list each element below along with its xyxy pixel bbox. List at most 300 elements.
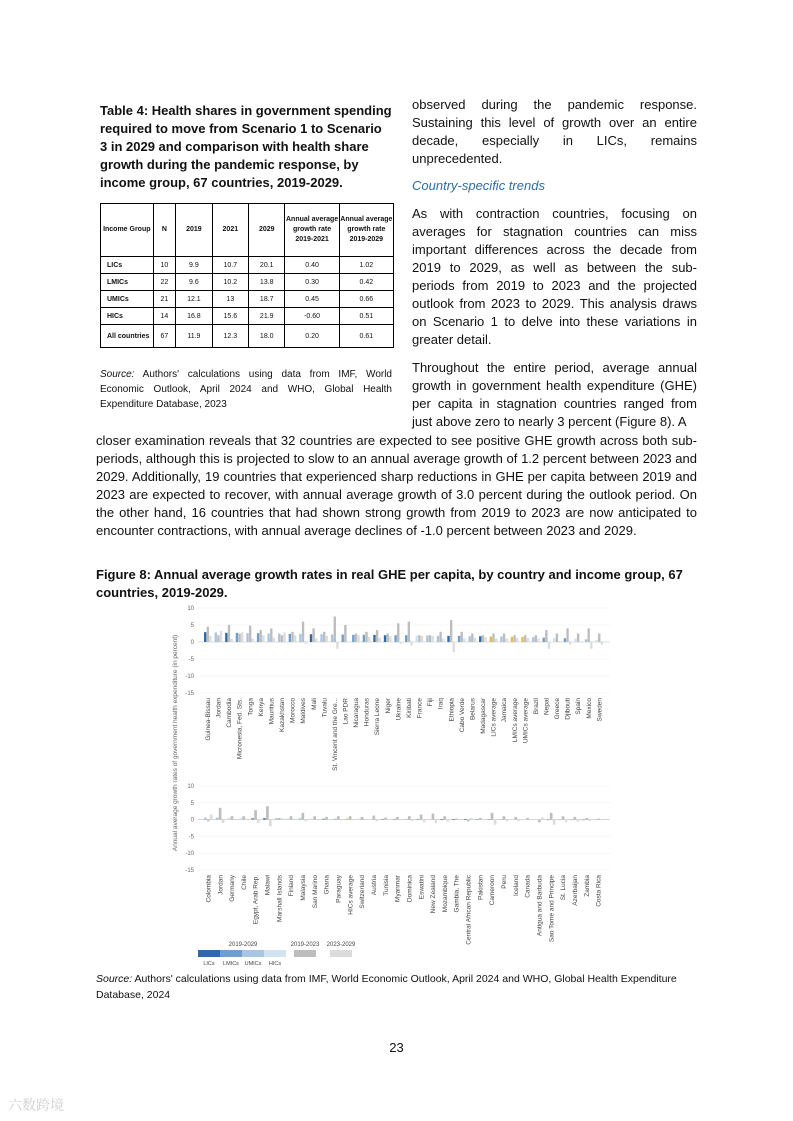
x-tick-label: Belarus bbox=[469, 698, 477, 721]
bar-2019-2029 bbox=[564, 638, 566, 642]
x-tick-label: Canada bbox=[524, 875, 532, 898]
bar-2019-2029 bbox=[278, 634, 280, 643]
bar-2023-2029 bbox=[495, 639, 497, 642]
table-cell: 15.6 bbox=[212, 308, 248, 325]
x-tick-label: Cabo Verde bbox=[458, 698, 466, 733]
bar-2019-2023 bbox=[597, 819, 600, 820]
bar-2019-2029 bbox=[437, 636, 439, 642]
bar-2023-2029 bbox=[209, 636, 211, 642]
bar-2023-2029 bbox=[446, 820, 449, 822]
bar-2019-2023 bbox=[439, 632, 441, 642]
bar-2019-2029 bbox=[594, 820, 597, 821]
legend-item-label: LMICs bbox=[223, 961, 239, 967]
x-tick-label: Colombia bbox=[205, 875, 213, 903]
bar-2023-2029 bbox=[423, 820, 426, 823]
bar-2023-2029 bbox=[230, 639, 232, 642]
x-tick-label: Malaysia bbox=[300, 875, 308, 901]
table-row bbox=[101, 274, 394, 291]
legend-swatch-2019-2023 bbox=[294, 950, 316, 957]
bar-2019-2023 bbox=[312, 628, 314, 642]
bar-2019-2029 bbox=[289, 634, 291, 642]
bar-2019-2023 bbox=[513, 635, 515, 642]
source-text: Authors' calculations using data from IMF, World Economic Outlook, April 2024 and WHO, Global Health Expenditure Database, 2023 bbox=[100, 369, 392, 410]
bar-2019-2029 bbox=[257, 633, 259, 642]
bar-2023-2029 bbox=[315, 639, 317, 642]
bar-2023-2029 bbox=[576, 820, 579, 822]
y-tick-label: 10 bbox=[187, 784, 194, 790]
bar-2019-2029 bbox=[363, 635, 365, 642]
x-tick-label: Zambia bbox=[583, 875, 591, 897]
chart-panel bbox=[185, 784, 610, 945]
bar-2023-2029 bbox=[294, 635, 296, 642]
bar-2019-2029 bbox=[299, 634, 301, 642]
bar-2023-2029 bbox=[529, 820, 532, 821]
bar-2019-2029 bbox=[381, 819, 384, 820]
table-cell: 9.9 bbox=[176, 257, 212, 274]
table-cell: 12.1 bbox=[176, 291, 212, 308]
bar-2019-2029 bbox=[358, 819, 361, 820]
bar-2023-2029 bbox=[389, 636, 391, 642]
figure-title: Figure 8: Annual average growth rates in real GHE per capita, by country and income group, 67 countries, 2019-2029. bbox=[96, 567, 683, 600]
x-tick-label: Ghana bbox=[323, 875, 331, 895]
x-tick-label: Ukraine bbox=[395, 698, 403, 721]
bar-2019-2029 bbox=[405, 819, 408, 820]
bar-2023-2029 bbox=[516, 638, 518, 642]
y-tick-label: -15 bbox=[185, 691, 194, 697]
table-cell: 13 bbox=[212, 291, 248, 308]
bar-2023-2029 bbox=[453, 642, 455, 652]
x-tick-label: Guinea-Bissau bbox=[204, 698, 212, 741]
table-cell: 0.66 bbox=[339, 291, 393, 308]
x-tick-label: Cambodia bbox=[226, 698, 234, 728]
bar-2019-2029 bbox=[216, 818, 219, 820]
right-paragraph-3: Throughout the entire period, average annual growth in government health expenditure (GHE) per capita in stagnation countries ranged from just above zero to nearly 3 percent (Figure 8). A bbox=[412, 360, 697, 429]
bar-2019-2023 bbox=[254, 810, 257, 819]
bar-2023-2029 bbox=[431, 636, 433, 642]
x-tick-label: Micronesia, Fed. Sts. bbox=[236, 698, 244, 760]
bar-2023-2029 bbox=[580, 642, 582, 643]
bar-2019-2029 bbox=[547, 820, 550, 821]
bar-2023-2029 bbox=[400, 642, 402, 644]
bar-2019-2029 bbox=[559, 820, 562, 821]
bar-2023-2029 bbox=[245, 819, 248, 820]
column-header: 2019 bbox=[176, 204, 212, 257]
bar-2019-2023 bbox=[471, 634, 473, 643]
bar-2019-2029 bbox=[476, 819, 479, 820]
x-tick-label: Niger bbox=[384, 698, 392, 714]
bar-2019-2023 bbox=[503, 816, 506, 819]
legend-swatch-umics bbox=[242, 950, 264, 957]
table-cell: 21 bbox=[153, 291, 176, 308]
table-cell: UMICs bbox=[101, 291, 154, 308]
bar-2023-2029 bbox=[222, 820, 225, 823]
table-cell: 14 bbox=[153, 308, 176, 325]
bar-2019-2029 bbox=[500, 637, 502, 642]
bar-2019-2029 bbox=[204, 818, 207, 820]
x-tick-label: Peru bbox=[501, 875, 509, 889]
bar-2019-2023 bbox=[325, 817, 328, 820]
bar-2023-2029 bbox=[470, 818, 473, 820]
bar-2019-2029 bbox=[228, 818, 231, 820]
bar-2019-2023 bbox=[291, 632, 293, 642]
y-axis-label: Annual average growth rates of government health expenditure (in percent) bbox=[172, 634, 179, 852]
bar-2023-2029 bbox=[252, 639, 254, 642]
bar-2023-2029 bbox=[411, 820, 414, 821]
bar-2019-2023 bbox=[598, 634, 600, 643]
y-tick-label: -5 bbox=[188, 834, 194, 841]
source-text: Authors' calculations using data from IMF, World Economic Outlook, April 2024 and WHO, Global Health Expenditure Database, 2024 bbox=[96, 973, 677, 1001]
bar-2023-2029 bbox=[458, 820, 461, 821]
bar-2023-2029 bbox=[340, 820, 343, 821]
table-cell: 0.42 bbox=[339, 274, 393, 291]
bar-2019-2023 bbox=[429, 635, 431, 642]
bar-2019-2023 bbox=[556, 634, 558, 643]
bar-2019-2023 bbox=[420, 815, 423, 820]
source-label: Source: bbox=[96, 973, 133, 985]
x-tick-label: Jamaica bbox=[501, 698, 509, 723]
bar-2019-2023 bbox=[313, 816, 316, 819]
x-tick-label: Antigua and Barbuda bbox=[536, 875, 544, 937]
bar-2023-2029 bbox=[328, 820, 331, 821]
bar-2023-2029 bbox=[262, 635, 264, 642]
bar-2019-2029 bbox=[458, 636, 460, 642]
table-cell: 12.3 bbox=[212, 325, 248, 348]
table-cell: 0.61 bbox=[339, 325, 393, 348]
bar-2019-2023 bbox=[219, 808, 222, 820]
bar-2019-2029 bbox=[299, 818, 302, 819]
x-tick-label: Nepal bbox=[543, 698, 551, 715]
bar-2019-2029 bbox=[464, 819, 467, 820]
legend-group-label: 2019-2029 bbox=[228, 942, 258, 948]
bar-2023-2029 bbox=[283, 632, 285, 642]
bar-2019-2023 bbox=[344, 625, 346, 642]
bar-2023-2029 bbox=[281, 818, 284, 819]
y-tick-label: -5 bbox=[188, 657, 194, 663]
x-tick-label: Nicaragua bbox=[353, 698, 361, 728]
bar-2019-2029 bbox=[334, 819, 337, 820]
x-tick-label: St. Lucia bbox=[560, 875, 568, 901]
bar-2019-2029 bbox=[346, 819, 349, 820]
x-tick-label: Brazil bbox=[532, 698, 540, 715]
x-tick-label: UMICs average bbox=[522, 698, 530, 744]
x-tick-label: Iraq bbox=[437, 698, 445, 710]
bar-2019-2023 bbox=[270, 628, 272, 642]
watermark: 六数跨境 bbox=[8, 1097, 64, 1113]
bar-2019-2029 bbox=[246, 633, 248, 642]
bar-2023-2029 bbox=[558, 641, 560, 642]
bar-2019-2029 bbox=[595, 640, 597, 642]
bar-2019-2023 bbox=[450, 620, 452, 642]
table-cell: 0.30 bbox=[285, 274, 339, 291]
x-tick-label: Eswatini bbox=[418, 875, 426, 900]
source-label: Source: bbox=[100, 369, 135, 380]
bar-2019-2029 bbox=[322, 819, 325, 820]
bar-2023-2029 bbox=[494, 820, 497, 825]
health-share-table bbox=[100, 203, 394, 348]
bar-2019-2023 bbox=[491, 813, 494, 820]
x-tick-label: San Marino bbox=[311, 875, 319, 909]
table-cell: 0.51 bbox=[339, 308, 393, 325]
table-row bbox=[101, 308, 394, 325]
x-tick-label: Austria bbox=[370, 875, 378, 896]
bar-2023-2029 bbox=[482, 820, 485, 821]
bar-2019-2023 bbox=[538, 820, 541, 823]
bar-2019-2023 bbox=[290, 816, 293, 819]
table-cell: 1.02 bbox=[339, 257, 393, 274]
bar-2019-2029 bbox=[251, 818, 254, 820]
x-tick-label: Sao Tome and Principe bbox=[548, 875, 556, 943]
x-tick-label: Egypt, Arab Rep. bbox=[252, 875, 260, 925]
legend-swatch-lmics bbox=[220, 950, 242, 957]
bar-2023-2029 bbox=[241, 632, 243, 642]
column-header: Annual average growth rate 2019-2021 bbox=[285, 204, 339, 257]
bar-2023-2029 bbox=[399, 820, 402, 821]
bar-2019-2023 bbox=[524, 635, 526, 642]
bar-2023-2029 bbox=[442, 639, 444, 642]
x-tick-label: Djibouti bbox=[564, 698, 572, 720]
bar-2023-2029 bbox=[588, 820, 591, 821]
table-title: Table 4: Health shares in government spending required to move from Scenario 1 to Scenario 3 in 2029 and comparison with health share growth during the pandemic response, by income group, 67 countries, 2019-2029. bbox=[100, 103, 392, 190]
bar-2019-2029 bbox=[479, 636, 481, 642]
bar-2019-2023 bbox=[302, 622, 304, 642]
bar-2023-2029 bbox=[357, 635, 359, 642]
x-tick-label: Tunisia bbox=[382, 875, 390, 896]
x-tick-label: Cameroon bbox=[489, 875, 497, 906]
right-paragraph-1: observed during the pandemic response. Sustaining this level of growth over an entire decade, especially in LICs, remains unprecedented. bbox=[412, 97, 697, 166]
bar-2019-2023 bbox=[467, 820, 470, 822]
table-cell: 0.20 bbox=[285, 325, 339, 348]
table-cell: 18.7 bbox=[249, 291, 285, 308]
x-tick-label: Central African Republic bbox=[465, 875, 473, 945]
legend-group-label: 2023-2029 bbox=[326, 942, 356, 948]
bar-2019-2029 bbox=[417, 819, 420, 820]
bar-2023-2029 bbox=[506, 639, 508, 642]
body-paragraph: closer examination reveals that 32 countries are expected to see positive GHE growth across both sub-periods, although this is projected to slow to an annual average growth of 1.2 percent between 2023 and 2029. Additionally, 19 countries that experienced sharp reductions in GHE per capita between 2019 and 2023 are expected to recover, with annual average growth of 3.0 percent during the outlook period. On the other hand, 16 countries that had shown strong growth from 2019 to 2023 are now anticipated to encounter contractions, with annual average declines of -1.0 percent between 2023 and 2029. bbox=[96, 433, 697, 538]
x-tick-label: LMICs average bbox=[511, 698, 519, 743]
table-cell: LICs bbox=[101, 257, 154, 274]
bar-2023-2029 bbox=[421, 636, 423, 642]
bar-2019-2029 bbox=[225, 633, 227, 642]
bar-2019-2023 bbox=[228, 625, 230, 642]
bar-2019-2023 bbox=[432, 814, 435, 820]
bar-2019-2023 bbox=[334, 617, 336, 643]
bar-2019-2029 bbox=[342, 635, 344, 642]
bar-2019-2023 bbox=[278, 818, 281, 820]
bar-2023-2029 bbox=[387, 820, 390, 821]
legend-item-label: UMICs bbox=[244, 961, 262, 967]
y-tick-label: 10 bbox=[187, 606, 194, 612]
bar-2019-2029 bbox=[521, 637, 523, 642]
bar-2023-2029 bbox=[569, 642, 571, 645]
bar-2019-2023 bbox=[361, 817, 364, 820]
right-paragraph-2: As with contraction countries, focusing on averages for stagnation countries can miss important differences across the decade from 2019 to 2029, as well as between the sub-periods from 2019 to 2023 and the projected outlook from 2023 to 2029. This analysis draws on Scenario 1 to delve into these variations in greater detail. bbox=[412, 206, 697, 347]
bar-2019-2023 bbox=[550, 813, 553, 820]
legend-item-label: LICs bbox=[203, 961, 215, 967]
bar-2023-2029 bbox=[410, 642, 412, 645]
table-row bbox=[101, 257, 394, 274]
bar-2019-2023 bbox=[249, 626, 251, 642]
bar-2019-2029 bbox=[263, 818, 266, 819]
bar-2019-2023 bbox=[545, 630, 547, 642]
bar-2019-2023 bbox=[443, 816, 446, 819]
bar-2023-2029 bbox=[305, 820, 308, 822]
x-tick-label: Jordan bbox=[217, 875, 225, 895]
x-tick-label: Kenya bbox=[257, 698, 265, 717]
x-tick-label: Finland bbox=[288, 875, 296, 897]
x-tick-label: Fiji bbox=[427, 698, 435, 707]
figure-source bbox=[96, 971, 697, 1003]
bar-2019-2029 bbox=[239, 818, 242, 820]
x-tick-label: France bbox=[416, 698, 424, 719]
bar-2023-2029 bbox=[352, 820, 355, 821]
bar-2019-2029 bbox=[440, 819, 443, 820]
table-cell: 18.0 bbox=[249, 325, 285, 348]
bar-2023-2029 bbox=[269, 820, 272, 827]
bar-2019-2023 bbox=[372, 816, 375, 820]
table-cell: 20.1 bbox=[249, 257, 285, 274]
bar-2023-2029 bbox=[601, 642, 603, 645]
page-number: 23 bbox=[389, 1040, 404, 1055]
bar-2019-2029 bbox=[429, 819, 432, 820]
bar-2023-2029 bbox=[257, 820, 260, 823]
y-tick-label: 5 bbox=[190, 800, 194, 807]
bar-2023-2029 bbox=[541, 817, 544, 819]
y-tick-label: 0 bbox=[190, 817, 194, 824]
table-cell: 22 bbox=[153, 274, 176, 291]
table-cell: 67 bbox=[153, 325, 176, 348]
table-cell: 9.6 bbox=[176, 274, 212, 291]
bar-2023-2029 bbox=[506, 820, 509, 822]
bar-2023-2029 bbox=[435, 820, 438, 823]
bar-2023-2029 bbox=[537, 639, 539, 642]
bar-2019-2029 bbox=[287, 818, 290, 819]
column-header: Income Group bbox=[101, 204, 154, 257]
bar-2019-2023 bbox=[302, 813, 305, 820]
bar-2023-2029 bbox=[517, 820, 520, 821]
bar-2023-2029 bbox=[293, 819, 296, 820]
x-tick-label: Chile bbox=[240, 875, 248, 890]
bar-2023-2029 bbox=[379, 638, 381, 642]
bar-2019-2023 bbox=[526, 818, 529, 820]
bar-2019-2023 bbox=[281, 635, 283, 642]
bar-2019-2023 bbox=[397, 623, 399, 642]
bar-2019-2029 bbox=[523, 819, 526, 820]
table-cell: 21.9 bbox=[249, 308, 285, 325]
bar-2023-2029 bbox=[326, 636, 328, 642]
y-tick-label: 0 bbox=[190, 640, 194, 646]
figure-8-chart bbox=[0, 598, 793, 970]
bar-2019-2029 bbox=[267, 634, 269, 643]
column-header: 2029 bbox=[249, 204, 285, 257]
bar-2019-2029 bbox=[571, 820, 574, 821]
x-tick-label: Costa Rica bbox=[595, 875, 603, 907]
table-cell: 13.8 bbox=[249, 274, 285, 291]
bar-2019-2023 bbox=[349, 816, 352, 819]
bar-2023-2029 bbox=[463, 639, 465, 642]
bar-2019-2029 bbox=[511, 819, 514, 820]
bar-2023-2029 bbox=[565, 820, 568, 823]
bar-2019-2023 bbox=[461, 632, 463, 642]
x-tick-label: Lao PDR bbox=[342, 698, 350, 725]
bar-2019-2029 bbox=[574, 639, 576, 642]
bar-2019-2023 bbox=[577, 634, 579, 643]
bar-2019-2023 bbox=[386, 634, 388, 643]
chart-panel bbox=[185, 606, 610, 771]
bar-2023-2029 bbox=[234, 819, 237, 820]
bar-2019-2029 bbox=[310, 634, 312, 642]
table-cell: 10 bbox=[153, 257, 176, 274]
bar-2019-2029 bbox=[447, 636, 449, 642]
bar-2019-2023 bbox=[566, 628, 568, 642]
table-cell: 10.7 bbox=[212, 257, 248, 274]
bar-2019-2023 bbox=[207, 627, 209, 642]
bar-2023-2029 bbox=[316, 820, 319, 821]
bar-2019-2029 bbox=[393, 819, 396, 820]
x-tick-label: Mali bbox=[310, 698, 318, 710]
x-tick-label: Madagascar bbox=[480, 698, 488, 734]
chart-legend bbox=[198, 942, 356, 967]
table-row bbox=[101, 291, 394, 308]
bar-2019-2023 bbox=[514, 817, 517, 820]
x-tick-label: Kazakhstan bbox=[279, 698, 287, 732]
bar-2019-2029 bbox=[553, 638, 555, 642]
bar-2019-2023 bbox=[455, 819, 458, 820]
x-tick-label: Malawi bbox=[264, 875, 272, 896]
x-tick-label: Morocco bbox=[289, 698, 297, 723]
table-cell: 0.45 bbox=[285, 291, 339, 308]
x-tick-label: Iceland bbox=[512, 875, 520, 896]
x-tick-label: New Zealand bbox=[430, 875, 438, 914]
bar-2023-2029 bbox=[553, 820, 556, 825]
y-tick-label: -10 bbox=[185, 851, 194, 858]
x-tick-label: Mauritius bbox=[268, 698, 276, 725]
bar-2019-2029 bbox=[535, 819, 538, 820]
bar-2019-2023 bbox=[479, 818, 482, 820]
bar-2019-2029 bbox=[373, 635, 375, 642]
bar-2019-2029 bbox=[331, 635, 333, 642]
bar-2023-2029 bbox=[210, 815, 213, 820]
bar-2019-2029 bbox=[320, 634, 322, 642]
x-tick-label: St. Vincent and the Gre... bbox=[331, 698, 339, 771]
bar-2019-2023 bbox=[503, 634, 505, 643]
bar-2019-2023 bbox=[217, 635, 219, 642]
x-tick-label: Honduras bbox=[363, 698, 371, 727]
bar-2019-2029 bbox=[275, 818, 278, 819]
bar-2019-2023 bbox=[396, 817, 399, 820]
bar-2023-2029 bbox=[273, 638, 275, 642]
bar-2019-2023 bbox=[242, 816, 245, 819]
bar-2019-2023 bbox=[384, 818, 387, 820]
bar-2019-2023 bbox=[418, 635, 420, 642]
bar-2019-2029 bbox=[394, 635, 396, 642]
bar-2023-2029 bbox=[474, 638, 476, 642]
bar-2019-2029 bbox=[543, 638, 545, 642]
x-tick-label: Greece bbox=[554, 698, 562, 720]
x-tick-label: Sweden bbox=[596, 698, 604, 722]
bar-2019-2023 bbox=[562, 816, 565, 819]
table-cell: LMICs bbox=[101, 274, 154, 291]
bar-2019-2029 bbox=[488, 819, 491, 820]
bar-2023-2029 bbox=[347, 641, 349, 642]
bar-2019-2029 bbox=[370, 819, 373, 820]
x-tick-label: Sierra Leone bbox=[374, 698, 382, 736]
bar-2019-2023 bbox=[587, 628, 589, 642]
bar-2019-2029 bbox=[215, 632, 217, 642]
y-tick-label: -15 bbox=[185, 868, 194, 874]
bar-2019-2029 bbox=[236, 633, 238, 642]
table-header-row bbox=[101, 204, 394, 257]
bar-2019-2029 bbox=[426, 636, 428, 642]
